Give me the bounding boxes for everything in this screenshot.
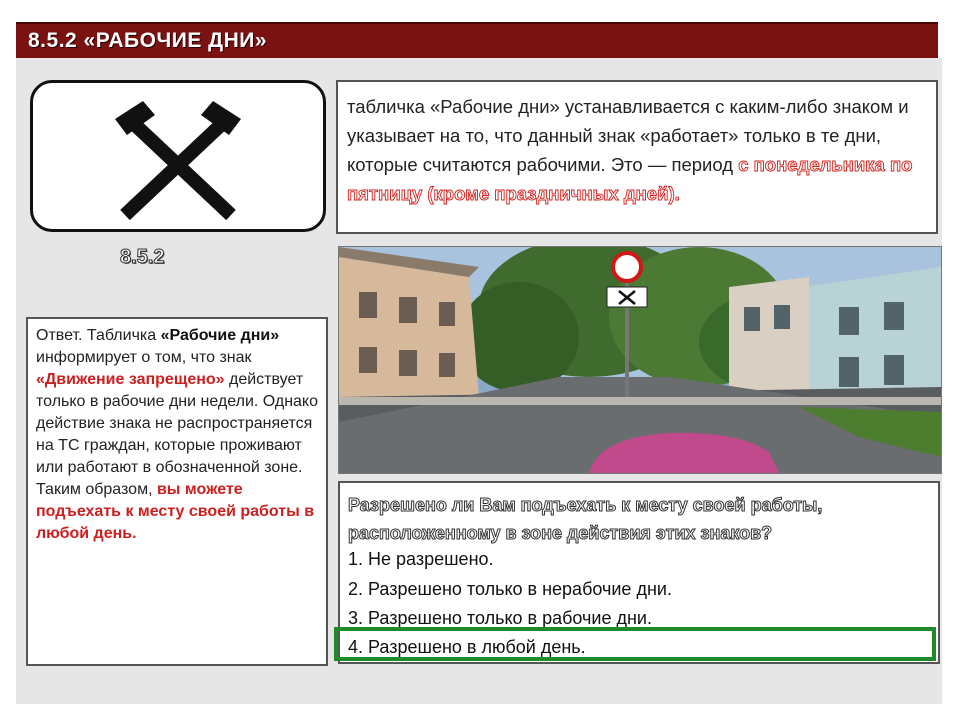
option-3[interactable]: 3. Разрешено только в рабочие дни.	[348, 608, 652, 628]
crossed-hammers-icon	[33, 83, 323, 229]
question-text: Разрешено ли Вам подъехать к месту своей работы, расположенному в зоне действия этих знаков?	[348, 495, 823, 543]
answer-part: информирует о том, что знак	[36, 349, 252, 366]
answer-part: Ответ. Табличка	[36, 327, 161, 344]
answer-box	[26, 317, 328, 666]
description-highlight: с понедельника по пятницу (кроме праздничных дней).	[347, 154, 913, 204]
answer-part: действует только в рабочие дни недели. Однако действие знака не распространяется на ТС граждан, которые проживают или работают в обозначенной зоне. Таким образом,	[36, 371, 319, 498]
option-1[interactable]: 1. Не разрешено.	[348, 549, 494, 569]
answer-prohibited-sign: «Движение запрещено»	[36, 371, 225, 388]
sign-plate	[30, 80, 326, 232]
sign-number: 8.5.2	[120, 246, 165, 268]
option-4[interactable]: 4. Разрешено в любой день.	[348, 637, 586, 657]
title-bar	[16, 22, 938, 58]
answer-conclusion: вы можете подъехать к месту своей работы в любой день.	[36, 481, 315, 542]
description-main: табличка «Рабочие дни» устанавливается с каким-либо знаком и указывает на то, что данный знак «работает» только в те дни, которые считаются рабочими. Это — период	[347, 96, 909, 175]
description-text	[347, 92, 927, 208]
answer-text	[36, 325, 324, 545]
slide-title: 8.5.2 «РАБОЧИЕ ДНИ»	[28, 29, 268, 52]
description-box	[336, 80, 938, 234]
option-2[interactable]: 2. Разрешено только в нерабочие дни.	[348, 579, 672, 599]
street-photo	[338, 246, 942, 474]
answer-sign-name: «Рабочие дни»	[160, 327, 280, 344]
correct-answer-highlight	[334, 627, 936, 661]
